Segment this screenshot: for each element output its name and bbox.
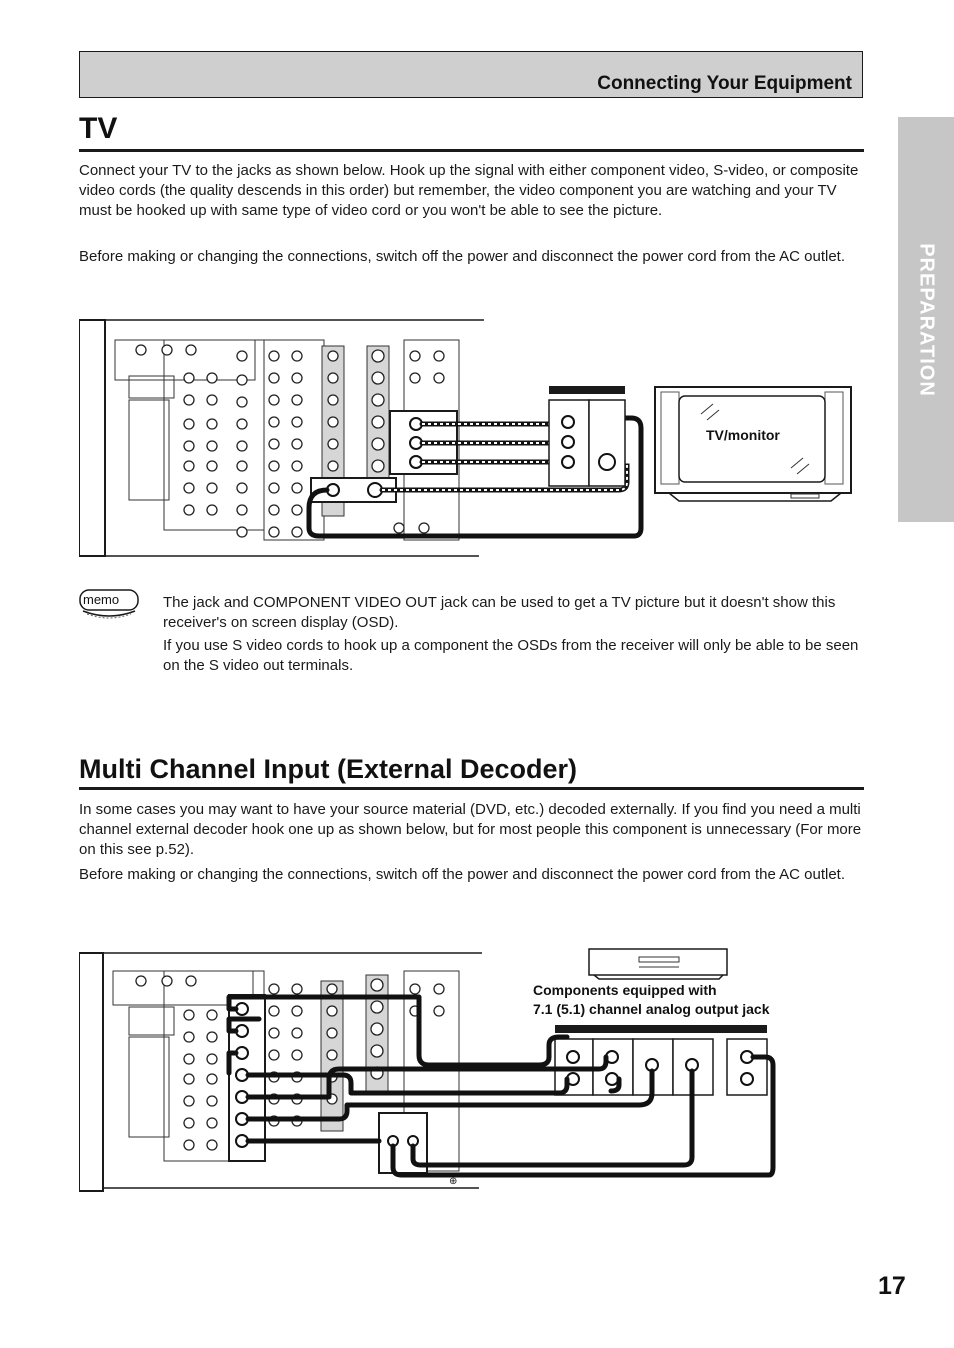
decoder-label-line1: Components equipped with <box>533 982 717 998</box>
svg-text:⊕: ⊕ <box>449 1176 458 1187</box>
section-header-bar <box>79 51 863 98</box>
memo-paragraph-2: If you use S video cords to hook up a component the OSDs from the receiver will only be able to be seen on the S video out terminals. <box>163 637 859 674</box>
memo-paragraph-1: The jack and COMPONENT VIDEO OUT jack can be used to get a TV picture but it doesn't show this receiver's on screen display (OSD). <box>163 594 836 631</box>
decoder-component-drawing <box>589 949 727 979</box>
receiver-side-edge <box>79 953 103 1191</box>
tv-paragraph-2: Before making or changing the connections, switch off the power and disconnect the power cord from the AC outlet. <box>79 248 845 265</box>
tv-paragraph-1: Connect your TV to the jacks as shown below. Hook up the signal with either component video, S-video, or composite video cords (the quality descends in this order) but remember, the video component you are watching and your TV must be hooked up with same type of video cord or you won't be able to see the picture. <box>79 162 859 219</box>
header-title: Connecting Your Equipment <box>597 73 852 94</box>
side-tab-label: PREPARATION <box>915 242 938 397</box>
decoder-label <box>533 981 770 1019</box>
decoder-label-line2: 7.1 (5.1) channel analog output jack <box>533 1001 770 1017</box>
multichannel-section-title: Multi Channel Input (External Decoder) <box>79 750 864 790</box>
side-tab <box>898 117 954 522</box>
page-number: 17 <box>878 1272 906 1300</box>
memo-icon-label: memo <box>83 592 120 607</box>
tv-section-title: TV <box>79 110 864 152</box>
tv-monitor-drawing <box>655 387 851 501</box>
receiver-side-edge <box>79 320 105 556</box>
multichannel-paragraph-2: Before making or changing the connections, switch off the power and disconnect the power cord from the AC outlet. <box>79 866 845 883</box>
multichannel-paragraph-1: In some cases you may want to have your source material (DVD, etc.) decoded externally. If you find you need a multi channel external decoder hook one up as shown below, but for most people this component is unnecessary (For more on this see p.52). <box>79 801 862 858</box>
tv-monitor-label: TV/monitor <box>706 427 780 443</box>
